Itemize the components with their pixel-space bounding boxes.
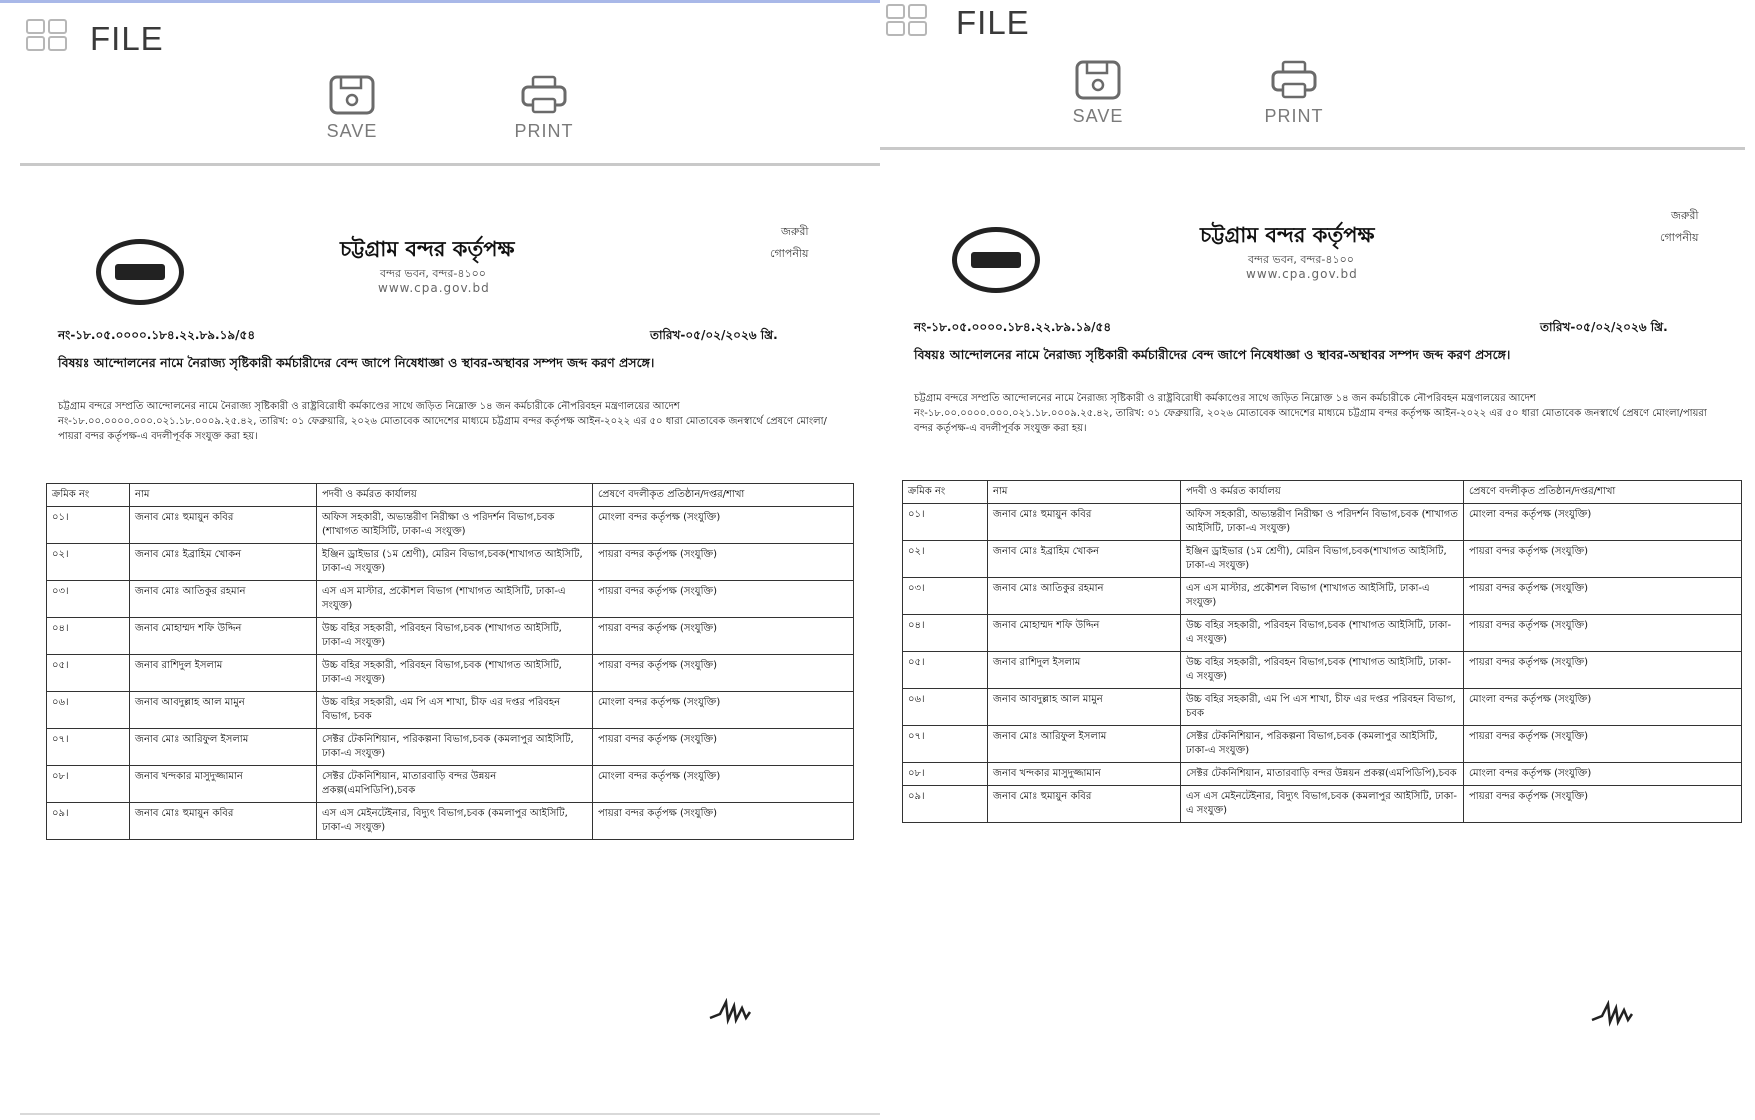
cell-serial: ০১। <box>903 504 988 541</box>
memo-subject: বিষয়ঃ আন্দোলনের নামে নৈরাজ্য সৃষ্টিকারী কর্মচারীদের বেন্দ জাপে নিষেধাজ্ঞা ও স্থাবর-অস্থাবর সম্পদ জব্দ করণ প্রসঙ্গে। <box>914 347 1511 362</box>
col-transfer: প্রেষণে বদলীকৃত প্রতিষ্ঠান/দপ্তর/শাখা <box>593 484 854 507</box>
org-address: বন্দর ভবন, বন্দর-৪১০০ <box>380 267 486 280</box>
file-toolbar <box>880 0 1745 150</box>
cell-transfer: মোংলা বন্দর কর্তৃপক্ষ (সংযুক্তি) <box>1464 689 1742 726</box>
cell-position: উচ্চ বহির সহকারী, পরিবহন বিভাগ,চবক (শাখাগত আইসিটি, ঢাকা-এ সংযুক্ত) <box>1181 652 1464 689</box>
memo-date: তারিখ-০৫/০২/২০২৬ খ্রি. <box>1540 320 1668 334</box>
corner-bottom: গোপনীয় <box>1660 231 1699 244</box>
cell-transfer: পায়রা বন্দর কর্তৃপক্ষ (সংযুক্তি) <box>1464 578 1742 615</box>
cell-name: জনাব মোঃ হুমায়ুন কবির <box>130 507 317 544</box>
cell-position: উচ্চ বহির সহকারী, এম পি এস শাখা, চীফ এর দপ্তর পরিবহন বিভাগ, চবক <box>317 692 593 729</box>
corner-top: জরুরী <box>781 225 809 238</box>
cell-name: জনাব মোঃ হুমায়ুন কবির <box>988 504 1181 541</box>
print-label: PRINT <box>1264 106 1324 126</box>
table-row <box>47 618 854 655</box>
memo-number: নং-১৮.০৫.০০০০.১৮৪.২২.৮৯.১৯/৫৪ <box>58 328 256 342</box>
save-label: SAVE <box>1072 106 1124 126</box>
table-header <box>47 484 854 507</box>
cell-transfer: পায়রা বন্দর কর্তৃপক্ষ (সংযুক্তি) <box>1464 786 1742 823</box>
table-row <box>903 541 1742 578</box>
table-row <box>47 581 854 618</box>
cell-transfer: পায়রা বন্দর কর্তৃপক্ষ (সংযুক্তি) <box>1464 615 1742 652</box>
right-screen <box>880 0 1755 1120</box>
cell-serial: ০৮। <box>47 766 130 803</box>
print-button[interactable] <box>494 75 594 142</box>
cell-name: জনাব মোঃ আতিকুর রহমান <box>130 581 317 618</box>
cell-position: সেক্টর টেকনিশিয়ান, পরিকল্পনা বিভাগ,চবক (কমলাপুর আইসিটি, ঢাকা-এ সংযুক্ত) <box>317 729 593 766</box>
print-icon <box>1270 60 1318 100</box>
port-seal-logo <box>96 239 184 305</box>
table-header <box>903 481 1742 504</box>
cell-position: উচ্চ বহির সহকারী, পরিবহন বিভাগ,চবক (শাখাগত আইসিটি, ঢাকা-এ সংযুক্ত) <box>317 618 593 655</box>
save-button[interactable] <box>1048 60 1148 127</box>
table-row <box>47 766 854 803</box>
table-row <box>903 615 1742 652</box>
transfer-table <box>46 483 854 840</box>
cell-transfer: পায়রা বন্দর কর্তৃপক্ষ (সংযুক্তি) <box>1464 541 1742 578</box>
col-name: নাম <box>988 481 1181 504</box>
org-address: বন্দর ভবন, বন্দর-৪১০০ <box>1248 253 1354 266</box>
bottom-divider <box>20 1113 884 1115</box>
cell-name: জনাব মোহাম্মদ শফি উদ্দিন <box>988 615 1181 652</box>
cell-serial: ০৬। <box>47 692 130 729</box>
cell-name: জনাব মোঃ হুমায়ুন কবির <box>988 786 1181 823</box>
signature-icon <box>708 998 752 1026</box>
cell-serial: ০৩। <box>903 578 988 615</box>
memo-body: চট্টগ্রাম বন্দরে সম্প্রতি আন্দোলনের নামে নৈরাজ্য সৃষ্টিকারী ও রাষ্ট্রবিরোধী কর্মকাণ্ডের সাথে জড়িত নিম্নোক্ত ১৪ জন কর্মচারীকে নৌপরিবহন মন্ত্রণালয়ের আদেশ নং-১৮.০০.০০০০.০০০.০২১.১৮.০০০৯.২৫.৪২, তারিখ: ০১ ফেব্রুয়ারি, ২০২৬ মোতাবেক আদেশের মাধ্যমে চট্টগ্রাম বন্দর কর্তৃপক্ষ আইন-২০২২ এর ৫০ ধারা মোতাবেক জনস্বার্থে প্রেষণে মোংলা/পায়রা বন্দর কর্তৃপক্ষ-এ বদলীপূর্বক সংযুক্ত করা হয়। <box>58 401 827 442</box>
cell-serial: ০৯। <box>47 803 130 840</box>
table-row <box>903 652 1742 689</box>
cell-name: জনাব খন্দকার মাসুদুজ্জামান <box>988 763 1181 786</box>
cell-transfer: পায়রা বন্দর কর্তৃপক্ষ (সংযুক্তি) <box>1464 726 1742 763</box>
table-row <box>47 729 854 766</box>
cell-name: জনাব আবদুল্লাহ আল মামুন <box>988 689 1181 726</box>
save-button[interactable] <box>302 75 402 142</box>
cell-transfer: পায়রা বন্দর কর্তৃপক্ষ (সংযুক্তি) <box>593 803 854 840</box>
apps-grid-icon[interactable] <box>26 19 68 51</box>
table-row <box>47 507 854 544</box>
print-label: PRINT <box>514 121 574 141</box>
org-website: www.cpa.gov.bd <box>378 281 490 295</box>
cell-position: এস এস মাস্টার, প্রকৌশল বিভাগ (শাখাগত আইসিটি, ঢাকা-এ সংযুক্ত) <box>317 581 593 618</box>
corner-bottom: গোপনীয় <box>770 247 809 260</box>
table-row <box>903 726 1742 763</box>
cell-position: উচ্চ বহির সহকারী, পরিবহন বিভাগ,চবক (শাখাগত আইসিটি, ঢাকা-এ সংযুক্ত) <box>317 655 593 692</box>
cell-position: সেক্টর টেকনিশিয়ান, পরিকল্পনা বিভাগ,চবক (কমলাপুর আইসিটি, ঢাকা-এ সংযুক্ত) <box>1181 726 1464 763</box>
cell-transfer: মোংলা বন্দর কর্তৃপক্ষ (সংযুক্তি) <box>593 766 854 803</box>
org-name: চট্টগ্রাম বন্দর কর্তৃপক্ষ <box>1200 222 1375 247</box>
cell-transfer: মোংলা বন্দর কর্তৃপক্ষ (সংযুক্তি) <box>593 692 854 729</box>
cell-name: জনাব খন্দকার মাসুদুজ্জামান <box>130 766 317 803</box>
cell-transfer: পায়রা বন্দর কর্তৃপক্ষ (সংযুক্তি) <box>593 581 854 618</box>
cell-transfer: পায়রা বন্দর কর্তৃপক্ষ (সংযুক্তি) <box>593 729 854 766</box>
corner-note <box>770 221 809 265</box>
table-row <box>903 578 1742 615</box>
cell-position: ইঞ্জিন ড্রাইভার (১ম শ্রেণী), মেরিন বিভাগ,চবক(শাখাগত আইসিটি, ঢাকা-এ সংযুক্ত) <box>317 544 593 581</box>
cell-position: অফিস সহকারী, অভ্যন্তরীণ নিরীক্ষা ও পরিদর্শন বিভাগ,চবক (শাখাগত আইসিটি, ঢাকা-এ সংযুক্ত) <box>1181 504 1464 541</box>
cell-serial: ০৩। <box>47 581 130 618</box>
table-row <box>903 786 1742 823</box>
save-label: SAVE <box>326 121 378 141</box>
cell-name: জনাব রাশিদুল ইসলাম <box>130 655 317 692</box>
col-position: পদবী ও কর্মরত কার্যালয় <box>1181 481 1464 504</box>
cell-transfer: পায়রা বন্দর কর্তৃপক্ষ (সংযুক্তি) <box>1464 652 1742 689</box>
cell-serial: ০২। <box>903 541 988 578</box>
cell-position: এস এস মাস্টার, প্রকৌশল বিভাগ (শাখাগত আইসিটি, ঢাকা-এ সংযুক্ত) <box>1181 578 1464 615</box>
cell-serial: ০২। <box>47 544 130 581</box>
cell-transfer: পায়রা বন্দর কর্তৃপক্ষ (সংযুক্তি) <box>593 655 854 692</box>
cell-transfer: পায়রা বন্দর কর্তৃপক্ষ (সংযুক্তি) <box>593 618 854 655</box>
file-title: FILE <box>956 4 1030 41</box>
table-row <box>47 544 854 581</box>
cell-position: এস এস মেইনটেইনার, বিদ্যুৎ বিভাগ,চবক (কমলাপুর আইসিটি, ঢাকা-এ সংযুক্ত) <box>317 803 593 840</box>
memo-body: চট্টগ্রাম বন্দরে সম্প্রতি আন্দোলনের নামে নৈরাজ্য সৃষ্টিকারী ও রাষ্ট্রবিরোধী কর্মকাণ্ডের সাথে জড়িত নিম্নোক্ত ১৪ জন কর্মচারীকে নৌপরিবহন মন্ত্রণালয়ের আদেশ নং-১৮.০০.০০০০.০০০.০২১.১৮.০০০৯.২৫.৪২, তারিখ: ০১ ফেব্রুয়ারি, ২০২৬ মোতাবেক আদেশের মাধ্যমে চট্টগ্রাম বন্দর কর্তৃপক্ষ আইন-২০২২ এর ৫০ ধারা মোতাবেক জনস্বার্থে প্রেষণে মোংলা/পায়রা বন্দর কর্তৃপক্ষ-এ বদলীপূর্বক সংযুক্ত করা হয়। <box>914 393 1707 434</box>
table-row <box>47 655 854 692</box>
col-serial: ক্রমিক নং <box>903 481 988 504</box>
save-icon <box>328 75 376 115</box>
cell-position: উচ্চ বহির সহকারী, পরিবহন বিভাগ,চবক (শাখাগত আইসিটি, ঢাকা-এ সংযুক্ত) <box>1181 615 1464 652</box>
cell-name: জনাব মোঃ আরিফুল ইসলাম <box>988 726 1181 763</box>
cell-transfer: মোংলা বন্দর কর্তৃপক্ষ (সংযুক্তি) <box>1464 504 1742 541</box>
cell-serial: ০১। <box>47 507 130 544</box>
cell-serial: ০৪। <box>47 618 130 655</box>
org-name: চট্টগ্রাম বন্দর কর্তৃপক্ষ <box>340 236 515 261</box>
cell-serial: ০৯। <box>903 786 988 823</box>
cell-name: জনাব মোহাম্মদ শফি উদ্দিন <box>130 618 317 655</box>
cell-serial: ০৬। <box>903 689 988 726</box>
cell-name: জনাব আবদুল্লাহ আল মামুন <box>130 692 317 729</box>
memo-number: নং-১৮.০৫.০০০০.১৮৪.২২.৮৯.১৯/৫৪ <box>914 320 1112 334</box>
memo-date: তারিখ-০৫/০২/২০২৬ খ্রি. <box>650 328 778 342</box>
table-row <box>903 504 1742 541</box>
org-website: www.cpa.gov.bd <box>1246 267 1358 281</box>
print-button[interactable] <box>1244 60 1344 127</box>
apps-grid-icon[interactable] <box>886 4 928 36</box>
file-toolbar <box>20 3 884 166</box>
cell-transfer: মোংলা বন্দর কর্তৃপক্ষ (সংযুক্তি) <box>593 507 854 544</box>
cell-transfer: মোংলা বন্দর কর্তৃপক্ষ (সংযুক্তি) <box>1464 763 1742 786</box>
cell-position: সেক্টর টেকনিশিয়ান, মাতারবাড়ি বন্দর উন্নয়ন প্রকল্প(এমপিডিপি),চবক <box>1181 763 1464 786</box>
cell-position: অফিস সহকারী, অভ্যন্তরীণ নিরীক্ষা ও পরিদর্শন বিভাগ,চবক (শাখাগত আইসিটি, ঢাকা-এ সংযুক্ত) <box>317 507 593 544</box>
col-name: নাম <box>130 484 317 507</box>
col-position: পদবী ও কর্মরত কার্যালয় <box>317 484 593 507</box>
cell-serial: ০৫। <box>903 652 988 689</box>
cell-serial: ০৮। <box>903 763 988 786</box>
cell-position: সেক্টর টেকনিশিয়ান, মাতারবাড়ি বন্দর উন্নয়ন প্রকল্প(এমপিডিপি),চবক <box>317 766 593 803</box>
cell-serial: ০৪। <box>903 615 988 652</box>
cell-name: জনাব মোঃ ইব্রাহিম খোকন <box>988 541 1181 578</box>
cell-position: ইঞ্জিন ড্রাইভার (১ম শ্রেণী), মেরিন বিভাগ,চবক(শাখাগত আইসিটি, ঢাকা-এ সংযুক্ত) <box>1181 541 1464 578</box>
table-row <box>47 692 854 729</box>
cell-name: জনাব রাশিদুল ইসলাম <box>988 652 1181 689</box>
transfer-table <box>902 480 1742 823</box>
corner-top: জরুরী <box>1671 209 1699 222</box>
table-row <box>47 803 854 840</box>
print-icon <box>520 75 568 115</box>
cell-name: জনাব মোঃ হুমায়ুন কবির <box>130 803 317 840</box>
cell-serial: ০৭। <box>903 726 988 763</box>
signature-icon <box>1590 1000 1634 1028</box>
table-row <box>903 763 1742 786</box>
cell-position: উচ্চ বহির সহকারী, এম পি এস শাখা, চীফ এর দপ্তর পরিবহন বিভাগ, চবক <box>1181 689 1464 726</box>
cell-name: জনাব মোঃ আরিফুল ইসলাম <box>130 729 317 766</box>
col-transfer: প্রেষণে বদলীকৃত প্রতিষ্ঠান/দপ্তর/শাখা <box>1464 481 1742 504</box>
cell-name: জনাব মোঃ ইব্রাহিম খোকন <box>130 544 317 581</box>
col-serial: ক্রমিক নং <box>47 484 130 507</box>
memo-subject: বিষয়ঃ আন্দোলনের নামে নৈরাজ্য সৃষ্টিকারী কর্মচারীদের বেন্দ জাপে নিষেধাজ্ঞা ও স্থাবর-অস্থাবর সম্পদ জব্দ করণ প্রসঙ্গে। <box>58 355 655 370</box>
cell-transfer: পায়রা বন্দর কর্তৃপক্ষ (সংযুক্তি) <box>593 544 854 581</box>
file-title: FILE <box>90 20 164 57</box>
corner-note <box>1660 205 1699 249</box>
cell-name: জনাব মোঃ আতিকুর রহমান <box>988 578 1181 615</box>
cell-serial: ০৭। <box>47 729 130 766</box>
save-icon <box>1074 60 1122 100</box>
cell-serial: ০৫। <box>47 655 130 692</box>
cell-position: এস এস মেইনটেইনার, বিদ্যুৎ বিভাগ,চবক (কমলাপুর আইসিটি, ঢাকা-এ সংযুক্ত) <box>1181 786 1464 823</box>
port-seal-logo <box>952 227 1040 293</box>
table-row <box>903 689 1742 726</box>
